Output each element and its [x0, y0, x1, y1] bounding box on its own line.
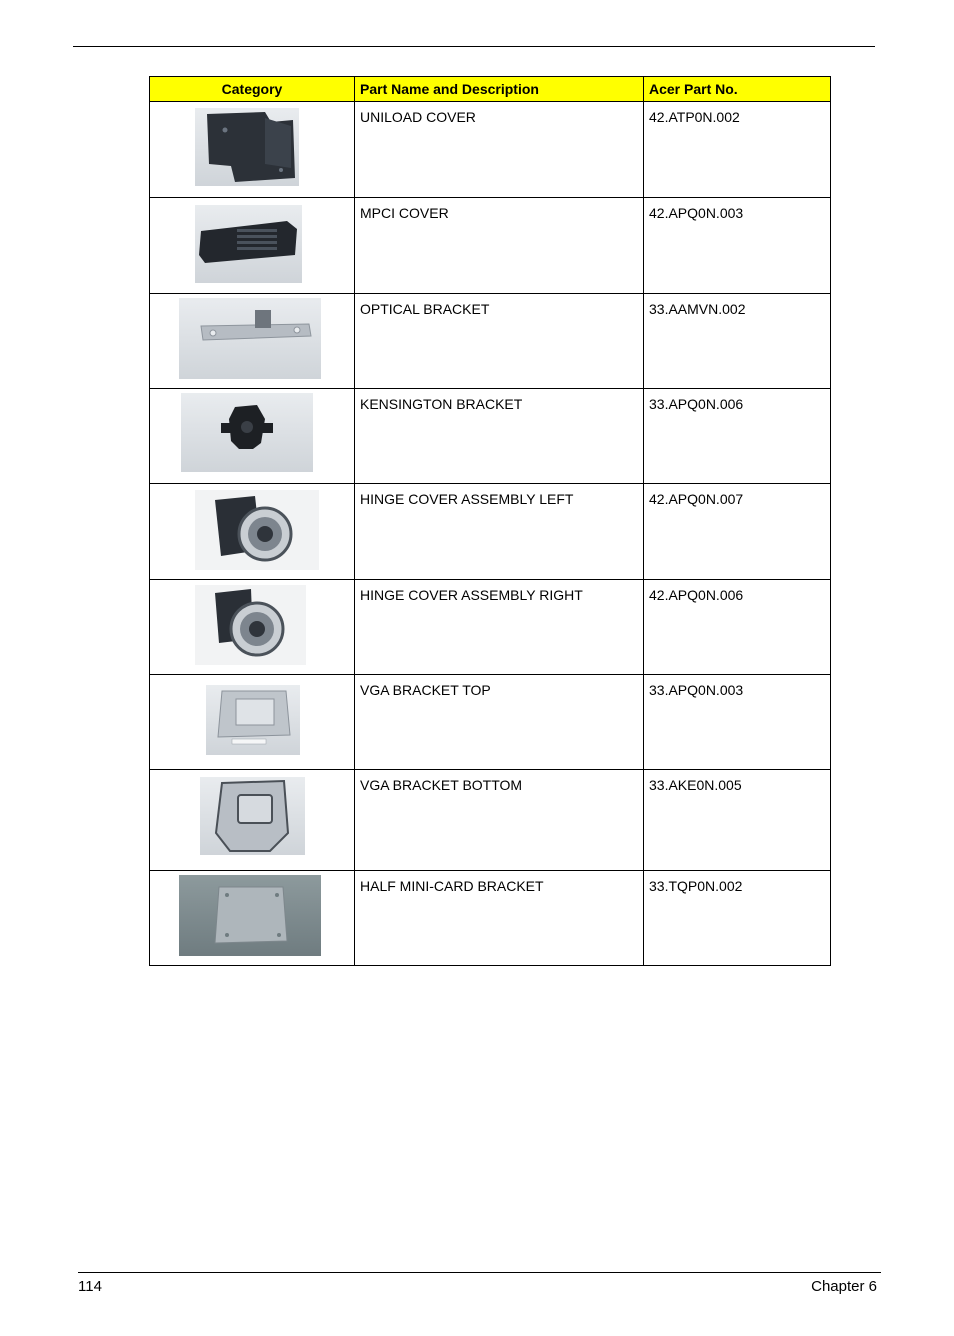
category-cell [150, 198, 355, 294]
category-cell [150, 102, 355, 198]
category-cell [150, 770, 355, 871]
table-row [150, 580, 831, 675]
part-number-cell: 33.TQP0N.002 [644, 871, 831, 966]
part-name-cell: HINGE COVER ASSEMBLY RIGHT [355, 580, 644, 675]
mpci-cover-photo [195, 205, 302, 283]
part-number-cell: 42.APQ0N.006 [644, 580, 831, 675]
hinge-cover-right-photo [195, 585, 306, 665]
part-name-cell: HALF MINI-CARD BRACKET [355, 871, 644, 966]
part-number-cell: 33.AAMVN.002 [644, 294, 831, 389]
table-row [150, 484, 831, 580]
part-name-cell: HINGE COVER ASSEMBLY LEFT [355, 484, 644, 580]
category-cell [150, 871, 355, 966]
uniload-cover-photo [195, 108, 299, 186]
hinge-cover-left-photo [195, 490, 319, 570]
column-header-part-name: Part Name and Description [355, 77, 644, 102]
category-cell [150, 294, 355, 389]
part-number-cell: 33.AKE0N.005 [644, 770, 831, 871]
table-row [150, 389, 831, 484]
category-cell [150, 484, 355, 580]
page-number: 114 [78, 1278, 102, 1295]
table-row [150, 102, 831, 198]
half-mini-card-bracket-photo [179, 875, 321, 956]
part-name-cell: UNILOAD COVER [355, 102, 644, 198]
table-row [150, 770, 831, 871]
category-cell [150, 675, 355, 770]
part-name-cell: OPTICAL BRACKET [355, 294, 644, 389]
header-rule [73, 46, 875, 47]
kensington-bracket-photo [181, 393, 313, 472]
category-cell [150, 580, 355, 675]
part-number-cell: 33.APQ0N.006 [644, 389, 831, 484]
part-number-cell: 42.ATP0N.002 [644, 102, 831, 198]
part-number-cell: 42.APQ0N.007 [644, 484, 831, 580]
vga-bracket-bottom-photo [200, 777, 305, 855]
table-row [150, 198, 831, 294]
part-name-cell: MPCI COVER [355, 198, 644, 294]
optical-bracket-photo [179, 298, 321, 379]
part-name-cell: KENSINGTON BRACKET [355, 389, 644, 484]
parts-table [149, 76, 831, 966]
table-header-row [150, 77, 831, 102]
part-number-cell: 33.APQ0N.003 [644, 675, 831, 770]
part-name-cell: VGA BRACKET BOTTOM [355, 770, 644, 871]
column-header-category: Category [150, 77, 355, 102]
table-row [150, 294, 831, 389]
footer-rule [78, 1272, 881, 1273]
chapter-label: Chapter 6 [811, 1278, 877, 1295]
vga-bracket-top-photo [206, 685, 300, 755]
part-name-cell: VGA BRACKET TOP [355, 675, 644, 770]
table-row [150, 675, 831, 770]
part-number-cell: 42.APQ0N.003 [644, 198, 831, 294]
column-header-part-number: Acer Part No. [644, 77, 831, 102]
category-cell [150, 389, 355, 484]
table-row [150, 871, 831, 966]
